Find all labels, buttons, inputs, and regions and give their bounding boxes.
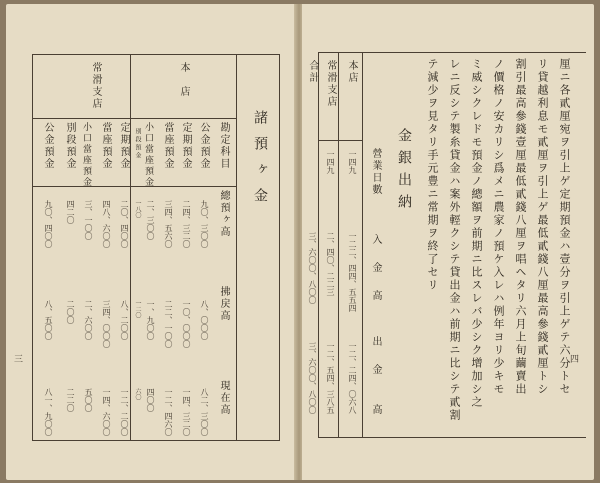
right-page-number: 四 — [570, 355, 580, 365]
header-out-3: 高 — [370, 404, 381, 416]
tokoname-total-4: 四二〇 — [66, 200, 75, 224]
prose-column-4: ノ價格ノ安カリシ爲メニ農家ノ預ケ入レハ例年ヨリ少キモ — [492, 58, 505, 396]
honten-total-4: 二、三〇〇 — [146, 200, 155, 240]
tokoname-total-1: 二〇、四〇〇 — [120, 200, 129, 248]
tokoname-total-3: 三、一〇〇 — [84, 200, 93, 240]
honten-label-2: 定期預金 — [180, 122, 191, 170]
prose-column-7: テ減少ヲ見タリ手元豊ニ常期ヲ終了セリ — [426, 58, 439, 292]
left-top-rule — [32, 54, 280, 55]
honten-refund-1: 八、〇〇〇 — [200, 300, 209, 340]
row-label-tokoname: 常滑支店 — [325, 60, 336, 108]
row-label-total: 合計 — [307, 60, 318, 84]
prose-column-1: 厘ニ各貳厘宛ヲ引上ゲ定期預金ハ壹分ヲ引上ゲテ六分トセ — [558, 58, 571, 396]
left-title-rule — [236, 54, 237, 441]
header-days: 營業日數 — [370, 148, 381, 196]
honten-current-1: 八二、三〇〇 — [200, 388, 209, 436]
right-top-rule — [318, 52, 586, 53]
tokoname-label-5: 公金預金 — [42, 122, 53, 170]
honten-refund-5: 一二〇 — [134, 300, 141, 318]
row-in-total: 三、六〇〇、八〇〇 — [308, 232, 317, 304]
section-title: 金銀出納 — [396, 128, 412, 216]
honten-label-5-visible: 別段預金 — [134, 128, 141, 160]
right-col-rule-1 — [338, 52, 339, 438]
honten-total-5: 一八〇 — [134, 200, 141, 218]
honten-current-4: 四〇〇 — [146, 388, 155, 412]
honten-refund-2: 一〇、〇〇〇 — [182, 300, 191, 348]
left-bottom-rule — [32, 440, 280, 441]
right-label-rule — [318, 140, 362, 141]
tokoname-refund-4: 二〇〇 — [66, 300, 75, 324]
row-out-total: 三、六〇〇、八〇〇 — [308, 342, 317, 414]
section-tokoname: 常滑支店 — [90, 62, 101, 110]
honten-current-3: 一二、四六〇 — [164, 388, 173, 436]
header-account: 勘定科目 — [218, 122, 229, 170]
row-days-tokoname: 一四九 — [326, 150, 335, 174]
header-total: 總預ヶ高 — [218, 190, 229, 238]
header-out-2: 金 — [370, 364, 381, 376]
prose-column-5: ミ威シクレドモ預金ノ總額ヲ前期ニ比スレバ少シク增加シ之 — [470, 58, 483, 409]
tokoname-label-4: 別段預金 — [64, 122, 75, 170]
honten-total-1: 九〇、三〇〇 — [200, 200, 209, 248]
header-in-3: 高 — [370, 290, 381, 302]
left-page-number: 三 — [14, 355, 24, 365]
header-current: 現在高 — [218, 380, 229, 416]
left-title: 諸預ヶ金 — [252, 110, 268, 214]
tokoname-label-1: 定期預金 — [118, 122, 129, 170]
tokoname-refund-2: 三四、〇〇〇 — [102, 300, 111, 348]
row-out-tokoname: 一二、五四、三八五 — [326, 342, 335, 414]
header-refund: 拂戻高 — [218, 286, 229, 322]
row-out-honten: 一二、二四、〇六八 — [348, 342, 357, 414]
right-bottom-rule — [318, 437, 586, 438]
prose-column-3: 割引最高參錢壹厘最低貳錢八厘ヲ唱ヘタリ六月上旬繭賣出 — [514, 58, 527, 396]
tokoname-label-2: 當座預金 — [100, 122, 111, 170]
tokoname-current-1: 一二、二〇〇 — [120, 388, 129, 436]
row-in-tokoname: 二、四〇、二二三 — [326, 232, 335, 296]
honten-current-5: 六〇 — [134, 388, 141, 400]
tokoname-current-3: 五〇〇 — [84, 388, 93, 412]
tokoname-current-5: 八一、九〇〇 — [44, 388, 53, 436]
honten-refund-3: 二二、一〇〇 — [164, 300, 173, 348]
row-label-honten: 本店 — [346, 60, 357, 84]
prose-column-6: レニ反シテ製糸貸金ハ案外輕クシテ貸出金ハ前期ニ比シテ貳割 — [448, 58, 461, 422]
honten-label-3: 當座預金 — [162, 122, 173, 170]
left-left-rule — [32, 54, 33, 441]
left-divider-rule — [130, 54, 131, 441]
honten-total-2: 二四、三二〇 — [182, 200, 191, 248]
row-days-honten: 一四九 — [348, 150, 357, 174]
honten-total-3: 三四、五六〇 — [164, 200, 173, 248]
tokoname-refund-5: 八、五〇〇 — [44, 300, 53, 340]
tokoname-total-2: 四八、六〇〇 — [102, 200, 111, 248]
tokoname-total-5: 九〇、四〇〇 — [44, 200, 53, 248]
right-col-rule-2 — [362, 52, 363, 438]
left-right-rule — [279, 54, 280, 441]
tokoname-current-2: 一四、六〇〇 — [102, 388, 111, 436]
section-honten: 本店 — [178, 62, 189, 110]
right-left-rule — [318, 52, 319, 438]
row-in-honten: 一二二、四四、五五四 — [348, 232, 357, 312]
header-in-1: 入 — [370, 234, 381, 246]
header-in-2: 金 — [370, 262, 381, 274]
tokoname-refund-1: 八、二〇〇 — [120, 300, 129, 340]
tokoname-label-3: 小口當座預金 — [81, 122, 91, 188]
honten-refund-4: 一、九〇〇 — [146, 300, 155, 340]
header-out-1: 出 — [370, 336, 381, 348]
honten-label-4: 小口當座預金 — [143, 122, 153, 188]
prose-column-2: リ貸越利息モ貳厘ヲ引上ゲ最低貳錢八厘最高參錢貳厘トシ — [536, 58, 549, 396]
left-section-rule — [32, 118, 236, 119]
honten-current-2: 一四、三二〇 — [182, 388, 191, 436]
left-label-rule — [32, 186, 236, 187]
tokoname-refund-3: 二、六〇〇 — [84, 300, 93, 340]
honten-label-1: 公金預金 — [198, 122, 209, 170]
tokoname-current-4: 二二〇 — [66, 388, 75, 412]
